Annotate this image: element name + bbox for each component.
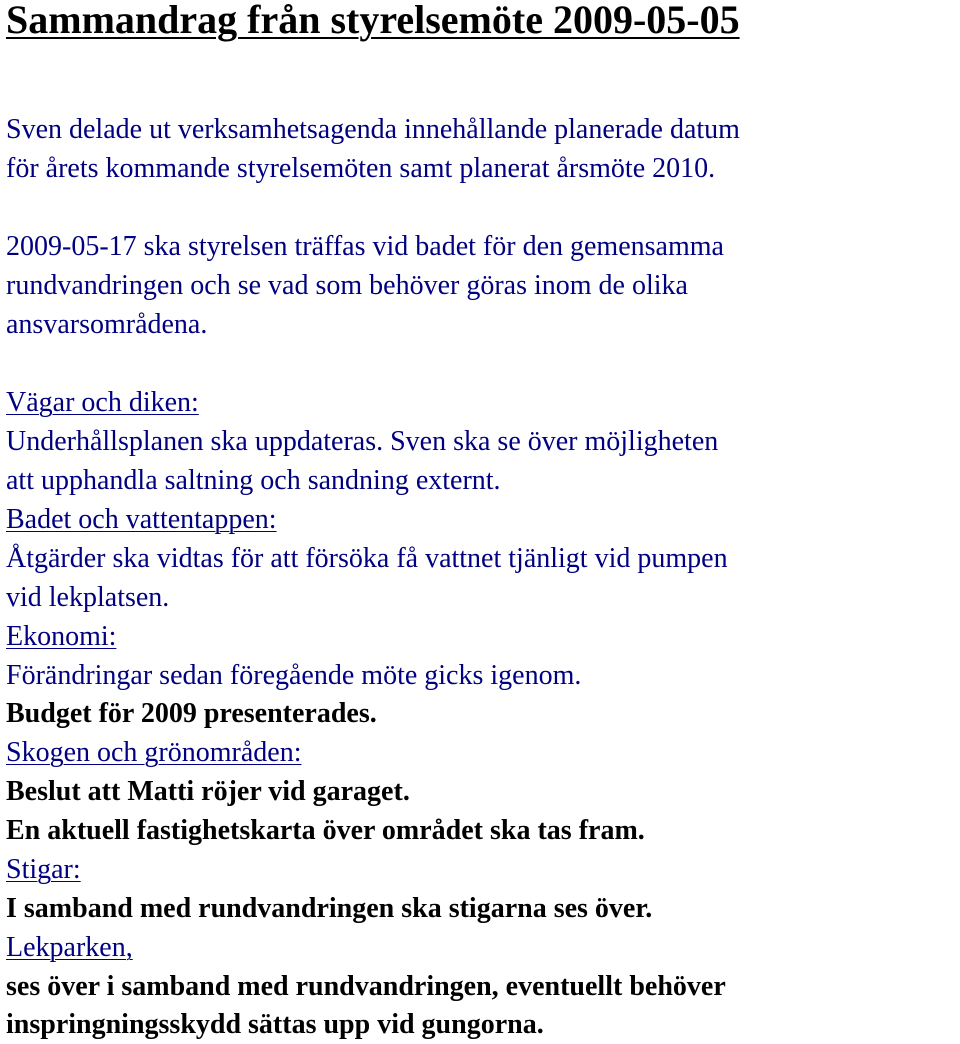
section-stigar-line-1: I samband med rundvandringen ska stigarna ses över. — [6, 893, 653, 924]
section-lekparken-line-2: inspringningsskydd sättas upp vid gungorna. — [6, 1009, 544, 1040]
section-lekparken-line-1: ses över i samband med rundvandringen, eventuellt behöver — [6, 971, 726, 1002]
section-heading-stigar: Stigar: — [6, 854, 81, 885]
section-heading-lekparken: Lekparken, — [6, 932, 133, 963]
meeting-paragraph-line-3: ansvarsområdena. — [6, 309, 208, 340]
section-heading-badet: Badet och vattentappen: — [6, 504, 277, 535]
section-heading-vagar: Vägar och diken: — [6, 387, 199, 418]
section-badet-line-2: vid lekplatsen. — [6, 582, 170, 613]
intro-paragraph-line-2: för årets kommande styrelsemöten samt planerat årsmöte 2010. — [6, 153, 716, 184]
meeting-paragraph-line-1: 2009-05-17 ska styrelsen träffas vid badet för den gemensamma — [6, 231, 724, 262]
meeting-paragraph-line-2: rundvandringen och se vad som behöver göras inom de olika — [6, 270, 688, 301]
section-vagar-line-2: att upphandla saltning och sandning externt. — [6, 465, 501, 496]
document-title: Sammandrag från styrelsemöte 2009-05-05 — [6, 0, 740, 42]
section-vagar-line-1: Underhållsplanen ska uppdateras. Sven ska se över möjligheten — [6, 426, 719, 457]
section-heading-skogen: Skogen och grönområden: — [6, 737, 302, 768]
section-ekonomi-budget-line: Budget för 2009 presenterades. — [6, 698, 377, 729]
section-skogen-line-2: En aktuell fastighetskarta över området ska tas fram. — [6, 815, 645, 846]
section-badet-line-1: Åtgärder ska vidtas för att försöka få vattnet tjänligt vid pumpen — [6, 543, 728, 574]
intro-paragraph-line-1: Sven delade ut verksamhetsagenda innehållande planerade datum — [6, 114, 740, 145]
section-skogen-line-1: Beslut att Matti röjer vid garaget. — [6, 776, 410, 807]
section-heading-ekonomi: Ekonomi: — [6, 621, 117, 652]
section-ekonomi-line-1: Förändringar sedan föregående möte gicks igenom. — [6, 660, 582, 691]
